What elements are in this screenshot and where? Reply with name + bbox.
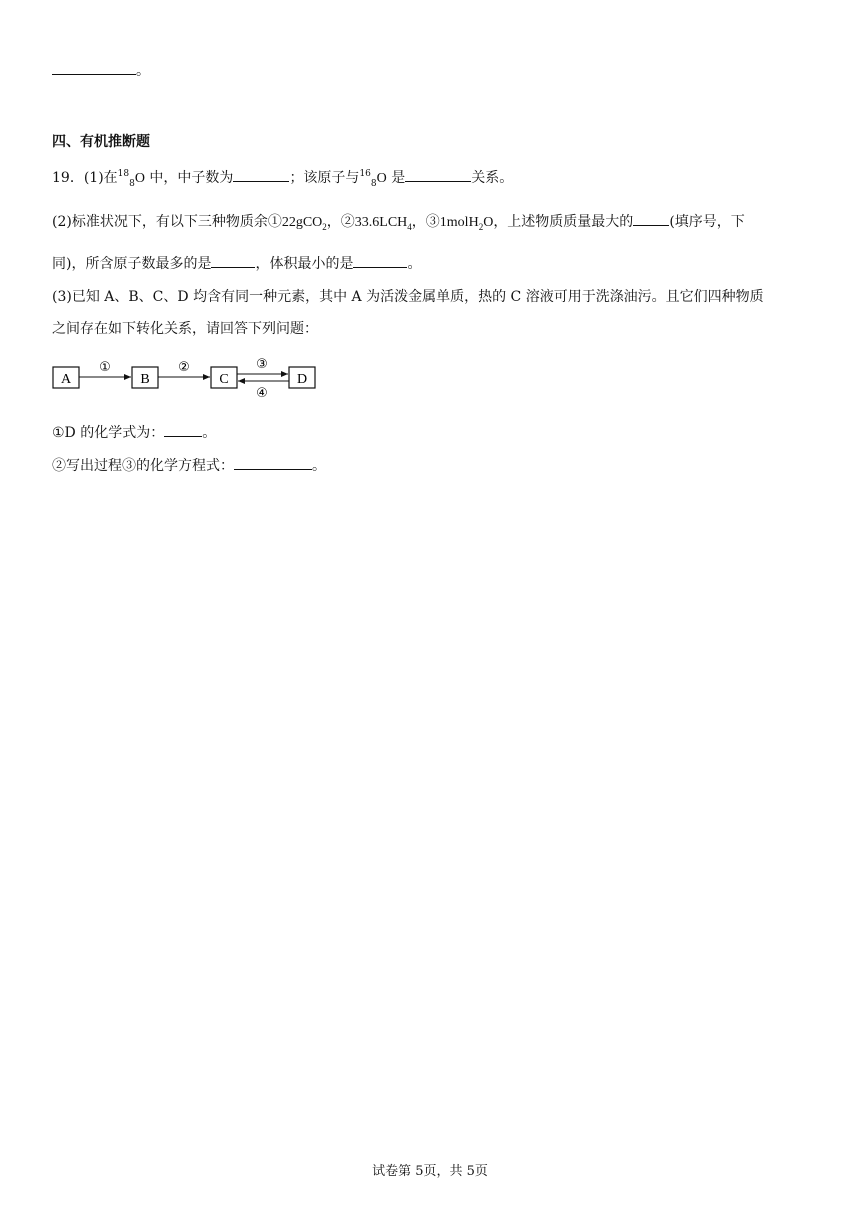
mass-number: 16: [359, 169, 371, 179]
text: ①D 的化学式为：: [52, 425, 165, 441]
answer-blank-d-formula[interactable]: [164, 422, 202, 437]
answer-blank-neutrons[interactable]: [233, 167, 289, 182]
text: (1)在: [83, 170, 118, 186]
section-heading: 四、有机推断题: [52, 134, 150, 150]
arrow-1-label: ①: [99, 360, 111, 375]
text: 同)，所含原子数最多的是: [52, 256, 212, 272]
atomic-number: 8: [129, 179, 135, 189]
element-symbol: O: [134, 171, 145, 186]
substance-h2o: 1molH: [439, 215, 479, 230]
element-symbol: O: [376, 171, 387, 186]
answer-blank-equation[interactable]: [234, 455, 312, 470]
text: ，②: [326, 214, 355, 230]
substance-co2: 22gCO: [281, 215, 323, 230]
question-19-part-3-line-2: 之间存在如下转化关系，请回答下列问题：: [52, 321, 318, 337]
box-b-label: B: [140, 372, 150, 387]
substance-ch4: 33.6LCH: [354, 215, 408, 230]
arrow-3-label: ③: [256, 357, 268, 372]
isotope-o16: [359, 168, 386, 190]
question-19-part-3-line-1: (3)已知 A、B、C、D 均含有同一种元素，其中 A 为活泼金属单质，热的 C 溶液可用于洗涤油污。且它们四种物质: [52, 289, 764, 305]
box-a-label: A: [60, 372, 72, 387]
question-number: 19．: [52, 170, 84, 186]
text: O: [483, 215, 494, 230]
text: (填序号，下: [669, 214, 745, 230]
mass-number: 18: [117, 169, 130, 179]
question-19-part-2-line-2: [52, 253, 421, 274]
sub-question-1: [52, 422, 216, 443]
text: (2)标准状况下，有以下三种物质余①: [52, 214, 282, 230]
answer-blank-max-atoms[interactable]: [211, 253, 255, 268]
period: 。: [136, 63, 150, 79]
sub-question-2: [52, 455, 326, 476]
box-c-label: C: [219, 372, 229, 387]
subscript: 4: [407, 222, 412, 232]
text: ，③: [411, 214, 440, 230]
subscript: 2: [322, 222, 327, 232]
answer-blank-min-volume[interactable]: [353, 253, 407, 268]
conversion-diagram: [52, 355, 322, 401]
answer-blank-relation[interactable]: [405, 167, 471, 182]
question-19-part-1: [52, 167, 513, 190]
box-d-label: D: [296, 372, 308, 387]
answer-blank-max-mass[interactable]: [633, 211, 669, 226]
atomic-number: 8: [370, 179, 377, 189]
question-19-part-2-line-1: [52, 211, 745, 233]
answer-blank[interactable]: [52, 60, 136, 75]
text: 。: [312, 458, 326, 474]
isotope-o18: [118, 168, 145, 190]
arrow-4-label: ④: [256, 386, 268, 401]
text: 关系。: [471, 170, 514, 186]
text: 。: [202, 425, 217, 441]
page-footer: 试卷第 5页，共 5页: [372, 1164, 488, 1179]
text: ；该原子与: [289, 170, 360, 186]
text: ，上述物质质量最大的: [493, 214, 634, 230]
prev-answer-line: [52, 60, 150, 81]
text: 是: [386, 170, 406, 186]
text: 中，中子数为: [144, 170, 234, 186]
subscript: 2: [478, 222, 484, 232]
text: ②写出过程③的化学方程式：: [52, 458, 234, 474]
text: 。: [407, 256, 422, 272]
arrow-2-label: ②: [178, 360, 190, 375]
text: ，体积最小的是: [255, 256, 354, 272]
